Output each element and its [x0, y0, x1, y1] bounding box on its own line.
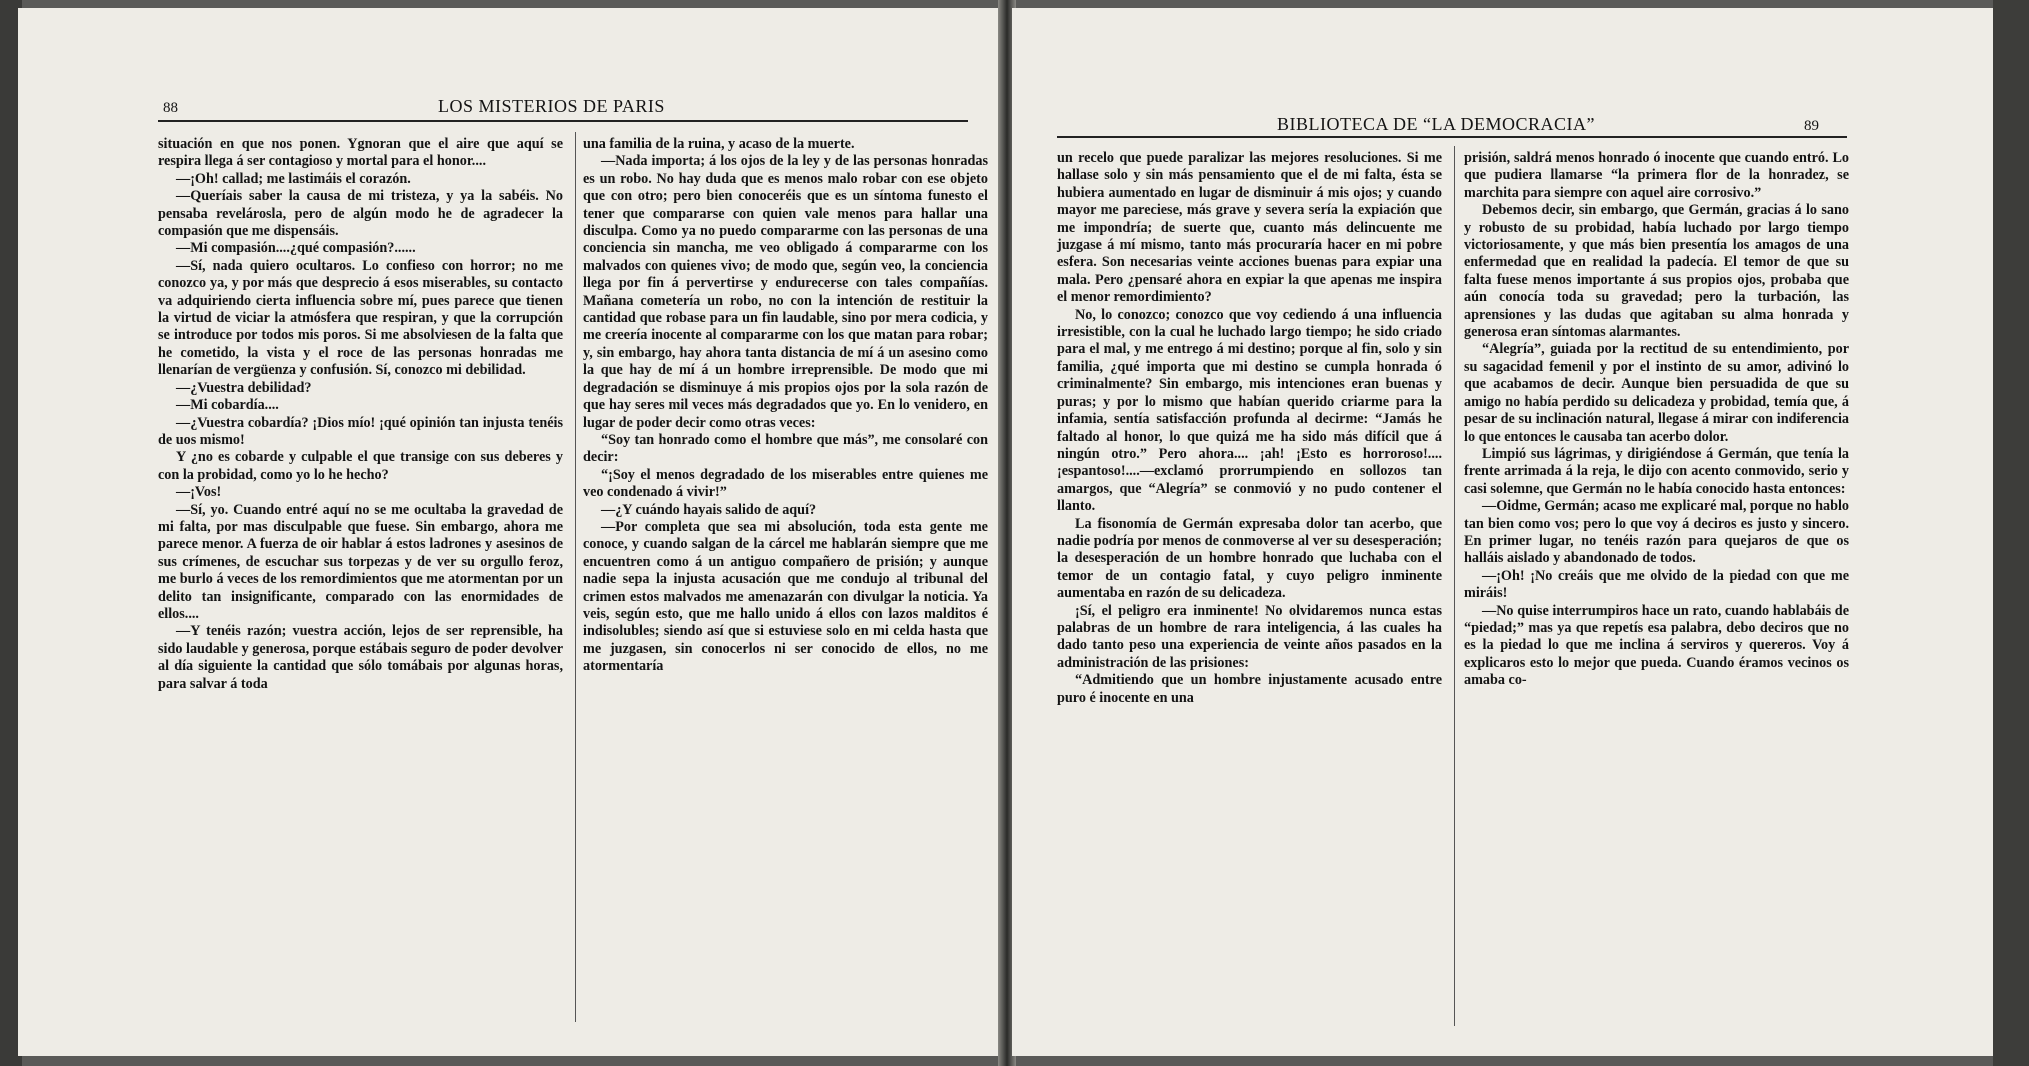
right-header-rule	[1057, 136, 1847, 138]
paragraph: —¿Vuestra debilidad?	[176, 379, 312, 396]
left-page	[18, 8, 1003, 1056]
scan-right-edge	[1993, 0, 2029, 1066]
paragraph: No, lo conozco; conozco que voy cediendo á una influencia irresistible, con la cual he luchado largo tiempo; he sido criado para el mal, y me entrego á mi destino; porque al fin, solo y sin familia, ¿qué importa que mi destino se cumpla honrada ó criminalmente? Sin embargo, mis intenciones eran buenas y puras; y por lo mismo que habían querido criarme para la infamia, sentía satisfacción profunda al decirme: “Jamás he faltado al honor, lo que quizá me ha sido más difícil que á ningún otro.” Pero ahora.... ¡ah! ¡Esto es horroroso!.... ¡espantoso!....—exclamó prorrumpiendo en sollozos tan amargos, que “Alegría” se conmovió y no pudo contener el llanto.	[1057, 306, 1442, 515]
paragraph: “¡Soy el menos degradado de los miserables entre quienes me veo condenado á vivir!”	[583, 466, 988, 501]
paragraph: —Oidme, Germán; acaso me explicaré mal, porque no hablo tan bien como vos; pero lo que voy á deciros es justo y sincero. En primer lugar, no tenéis razón para quejaros de que os halláis aislado y abandonado de todos.	[1464, 498, 1850, 567]
paragraph: —Queríais saber la causa de mi tristeza, y ya la sabéis. No pensaba revelárosla, pero de algún modo he de agradecer la compasión que me dispensáis.	[158, 188, 563, 240]
paragraph: “Admitiendo que un hombre injustamente acusado entre puro é inocente en una	[1057, 672, 1442, 706]
paragraph: un recelo que puede paralizar las mejores resoluciones. Si me hallase solo y sin más pensamiento que el de mi falta, ésta se hubiera aumentado en lugar de disminuir á mis ojos; y cuando mayor me pareciese, más grave y severa sería la expiación que me impondría; de suerte que, cuanto más delincuente me juzgase á mí mismo, tanto más procuraría hacer en mi pobre esfera. Son necesarias veinte acciones buenas para expiar una mala. Pero ¿pensaré ahora en expiar la que apenas me inspira el menor remordimiento?	[1057, 150, 1442, 306]
paragraph: prisión, saldrá menos honrado ó inocente que cuando entró. Lo que pudiera llamarse “la primera flor de la honradez, se marchita para siempre con aquel aire corrosivo.”	[1464, 150, 1849, 201]
right-column-divider	[1454, 146, 1455, 1026]
paragraph: una familia de la ruina, y acaso de la muerte.	[583, 136, 855, 152]
paragraph: situación en que nos ponen. Ygnoran que el aire que aquí se respira llega á ser contagioso y mortal para el honor....	[158, 136, 563, 170]
left-column-divider	[575, 132, 576, 1022]
left-running-head: LOS MISTERIOS DE PARIS	[438, 96, 665, 116]
right-column-2	[1464, 150, 1849, 690]
paragraph: —No quise interrumpiros hace un rato, cuando hablabáis de “piedad;” mas ya que repetís esa palabra, debo deciros que no es la piedad lo que me inclina á serviros y quereros. Voy á explicaros esto lo mejor que pueda. Cuando éramos vecinos os amaba co-	[1464, 602, 1849, 689]
left-column-1	[158, 136, 563, 693]
paragraph: —¡Oh! ¡No creáis que me olvido de la piedad con que me miráis!	[1464, 567, 1849, 602]
right-column-1	[1057, 150, 1442, 707]
left-column-2	[583, 136, 988, 676]
paragraph: —¿Vuestra cobardía? ¡Dios mío! ¡qué opinión tan injusta tenéis de uos mismo!	[158, 414, 563, 448]
paragraph: Y ¿no es cobarde y culpable el que transige con sus deberes y con la probidad, como yo lo he hecho?	[158, 449, 563, 483]
paragraph: —Sí, yo. Cuando entré aquí no se me ocultaba la gravedad de mi falta, por mas disculpable que fuese. Sin embargo, ahora me parece menor. A fuerza de oir hablar á estos ladrones y asesinos de sus crímenes, de escuchar sus torpezas y de ver su orgullo feroz, me burlo á veces de los remordimientos que me atormentan por un delito tan insignificante, comparado con las enormidades de ellos....	[158, 501, 563, 622]
paragraph: —Mi compasión....¿qué compasión?......	[176, 240, 416, 257]
paragraph: —¿Y cuándo hayais salido de aquí?	[601, 501, 817, 518]
paragraph: “Soy tan honrado como el hombre que más”, me consolaré con decir:	[583, 431, 988, 466]
paragraph: —Nada importa; á los ojos de la ley y de las personas honradas es un robo. No hay duda que es menos malo robar con ese objeto que con otro; pero bien conoceréis que es un síntoma funesto el tener que compararse con quien vale menos para hallar una disculpa. Como ya no puedo compararme con las personas de una conciencia sin mancha, me veo obligado á compararme con los malvados con quienes vivo; de modo que, según veo, la conciencia llega por fin á pervertirse y endurecerse con tales compañías. Mañana cometería un robo, no con la intención de restituir la cantidad que robase para un fin laudable, sino por mera codicia, y me creería inocente al compararme con los que matan para robar; y, sin embargo, hay ahora tanta distancia de mí á un asesino como la que hay de mí á un hombre irreprensible. De modo que mi degradación se disminuye á mis propios ojos por la sola razón de que hay seres mil veces más degradados que yo. En lo venidero, en lugar de poder decir como otras veces:	[583, 153, 988, 431]
paragraph: ¡Sí, el peligro era inminente! No olvidaremos nunca estas palabras de un hombre de rara inteligencia, á las cuales ha dado tanto peso una experiencia de veinte años pasados en la administración de las prisiones:	[1057, 602, 1442, 671]
paragraph: —Sí, nada quiero ocultaros. Lo confieso con horror; no me conozco ya, y por más que desprecio á esos miserables, su contacto va adquiriendo cierta influencia sobre mí, pues parece que tienen la virtud de viciar la atmósfera que respiran, y que la corrupción se introduce por todos mis poros. Si me absolviesen de la falta que he cometido, la vista y el roce de las personas honradas me llenarían de vergüenza y confusión. Sí, conozco mi debilidad.	[158, 257, 563, 379]
right-page-number: 89	[1804, 118, 1819, 134]
paragraph: —¡Oh! callad; me lastimáis el corazón.	[176, 170, 411, 187]
right-page	[1012, 8, 1997, 1056]
paragraph: “Alegría”, guiada por la rectitud de su entendimiento, por su sagacidad femenil y por el instinto de su amor, adivinó lo que acabamos de decir. Aunque bien persuadida de que su amigo no había perdido su delicadeza y probidad, temía que, á pesar de su inclinación natural, llegase á mirar con indiferencia lo que entonces le causaba tan acerbo dolor.	[1464, 341, 1849, 445]
paragraph: —¡Vos!	[176, 484, 222, 501]
paragraph: Limpió sus lágrimas, y dirigiéndose á Germán, que tenía la frente arrimada á la reja, le dijo con acento conmovido, serio y casi solemne, que Germán no le había conocido hasta entonces:	[1464, 445, 1849, 497]
right-running-head: BIBLIOTECA DE “LA DEMOCRACIA”	[1277, 114, 1595, 134]
paragraph: —Mi cobardía....	[176, 397, 279, 414]
paragraph: —Por completa que sea mi absolución, toda esta gente me conoce, y cuando salgan de la cárcel me hablarán siempre que me encuentren como á un antiguo compañero de prisión; y aunque nadie sepa la injusta acusación que me condujo al tribunal del crimen estos malvados me amenazarán con divulgar la noticia. Ya veis, según esto, que me hallo unido á ellos con lazos malditos é indisolubles; siendo así que si estuviese solo en mi celda hasta que me juzgasen, sin conocerlos ni ser conocido de ellos, no me atormentaría	[583, 518, 988, 675]
left-header-rule	[158, 120, 968, 122]
paragraph: La fisonomía de Germán expresaba dolor tan acerbo, que nadie podría por menos de conmoverse al ver su desesperación; la desesperación de un hombre honrado que luchaba con el temor de un contagio fatal, y cuyo peligro inminente aumentaba en razón de su delicadeza.	[1057, 515, 1442, 602]
paragraph: Debemos decir, sin embargo, que Germán, gracias á lo sano y robusto de su probidad, había luchado por largo tiempo victoriosamente, y que más bien presentía los amagos de una enfermedad que en realidad la padecía. El temor de que su falta fuese menos importante á sus propios ojos, probaba que aún conocía toda su gravedad; pero la turbación, las aprensiones y las dudas que agitaban su alma honrada y generosa eran síntomas alarmantes.	[1464, 202, 1849, 341]
left-page-number: 88	[163, 100, 178, 116]
paragraph: —Y tenéis razón; vuestra acción, lejos de ser reprensible, ha sido laudable y generosa, porque estábais seguro de poder devolver al día siguiente la cantidad que sólo tomábais por algunas horas, para salvar á toda	[158, 623, 563, 692]
